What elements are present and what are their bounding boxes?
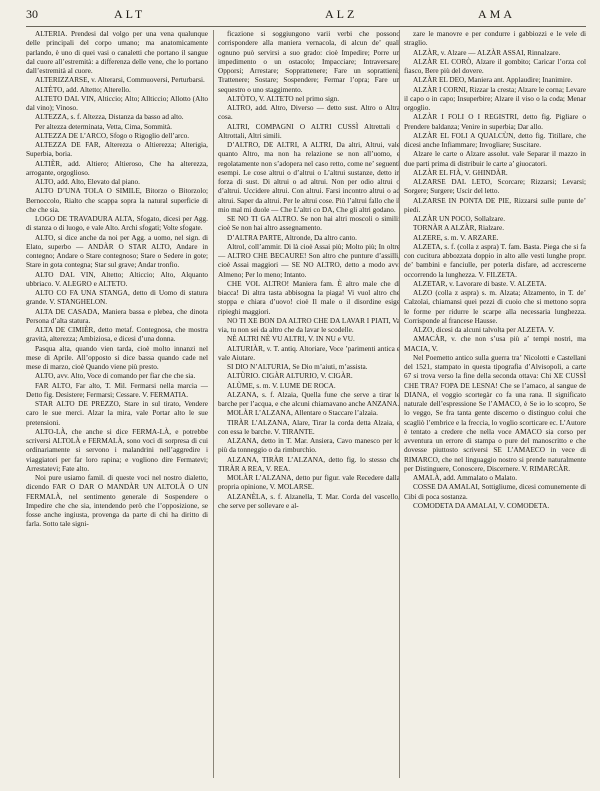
dictionary-entry: D’ALTRA PARTE, Altronde, Da altro canto. [227,233,357,242]
dictionary-entry: ficazione si soggiungono varii verbi che possono corrispondere alla maniera vernacola, di alcun de’ quali ognuno può servirsi a suo grado: cioè Impedire; Porre un impedimento o un ostacolo; Impacciare; Intraversare; Opporsi; Arrestare; Sopprattenere; Fare un soprattieni; Trattenere; Sostare; Sospendere; Fermar l’opra; Fare un sequestro o uno staggimento. [218,30,400,94]
dictionary-entry: ALZÀR EL CORÒ, Alzare il gombito; Caricar l’orza col fiasco, Bere più del dovere. [404,57,586,75]
guide-word-left: ALT [114,7,146,21]
dictionary-entry: ALTIÈR, add. Altiero; Altieroso, Che ha alterezza, arrogante, orgoglioso. [26,159,208,177]
dictionary-entry: TORNÀR A ALZÀR, Rialzare. [413,224,505,233]
dictionary-entry: COMODETA DA AMALAI, V. COMODETA. [413,501,550,510]
dictionary-entry: Noi pure usiamo famil. di queste voci nel nostro dialetto, dicendo FAR O DAR O MANDÀR UN ALTOLÀ O UN FERMALÀ, nel sentimento generale di Sospendere o Impedire che che sia, intendendo però che l’opposizione, se fosse anche ingiusta, provenga da parte di chi ha diritto di farla. Sotto tale signi- [26,474,208,529]
guide-word-right: AMA [478,7,516,21]
text-column-center [218,30,400,780]
dictionary-entry: ALZO (colla z aspra) s. m. Alzata; Alzamento, in T. de’ Calzolai, chiamansi quei pezzi di cuoio che si mettono sopra le forme per ridurre le scarpe alla necessaria lunghezza. Corrisponde al francese Hausse. [404,289,586,325]
dictionary-entry: ALTO, add. Alto, Elevato dal piano. [35,178,140,186]
dictionary-entry: ALTA DE CASADA, Maniera bassa e plebea, che dinota Persona d’alta statura. [26,307,208,325]
dictionary-entry: ALZÀR EL FIÀ, V. GHINDÀR. [413,168,508,177]
dictionary-entry: ALTETO DAL VIN, Alticcio; Alto; Allticcio; Allotto (Alto dal vino); Vinoso. [26,94,208,112]
dictionary-entry: ALZERE, s. m. V. ARZARE. [413,233,499,242]
dictionary-entry: COSSE DA AMALAI, Sottigliume, dicesi comunemente di Cibi di poca sostanza. [404,483,586,501]
dictionary-entry: ALZARSE IN PONTA DE PIE, Rizzarsi sulle punte de’ piedi. [404,196,586,214]
dictionary-entry: ALZÀR I FOLI O I REGISTRI, detto fig. Pigliare o Prendere baldanza; Venire in superbia; Dar allo. [404,113,586,131]
dictionary-entry: ALZANA, s. f. Alzaia, Quella fune che serve a tirar le barche per l’acqua, e che alcuni chiamavano anche ANZANA. [218,390,400,408]
dictionary-entry: ALTO D’UNA TOLA O SIMILE, Bitorzo o Bitorzolo; Bernoccolo, Rialto che scappa sopra la natural superficie di che che sia. [26,187,208,214]
dictionary-entry: ALTO-LÀ, che anche si dice FERMA-LÀ, e potrebbe scriversi ALTOLÀ e FERMALÀ, sono voci di sorpresa di cui ordinariamente si servono i malandrini nell’aggredire i viaggiatori per far loro rapina; e vogliono dire Fermatevi; Arrestatevi; Fate alto. [26,427,208,473]
dictionary-entry: STAR ALTO DE PREZZO, Stare in sul tirato, Vendere caro le sue merci. Alzar la mira, vale Portar alto le sue pretensioni. [26,400,208,427]
dictionary-entry: ALZÀR EL FOLI A QUALCÙN, detto fig. Titillare, che dicesi anche Infiammare; Invogliare; Suscitare. [404,131,586,149]
dictionary-entry: ALZÀR UN POCO, Sollalzare. [413,215,506,223]
text-column-right [404,30,586,780]
dictionary-entry: MOLÀR L’ALZANA, detto pur figur. vale Recedere dalla propria opinione, V. MOLARSE. [218,474,400,492]
dictionary-entry: ALTÈTO, add. Altetto; Alterello. [35,85,131,94]
dictionary-entry: zare le manovre e per condurre i gabbiozzi e le vele di straglio. [404,30,586,48]
page-number: 30 [26,7,38,21]
column-divider [399,30,400,778]
dictionary-entry: NÈ ALTRI NÈ VU ALTRI, V. IN NU e VU. [227,335,355,344]
header-rule [26,26,586,27]
dictionary-entry: ALZÀR, v. Alzare — ALZÀR ASSAI, Rinnalzare. [413,48,561,57]
dictionary-entry: AMALÀ, add. Ammalato o Malato. [413,474,518,482]
dictionary-entry: ALTERIA. Prendesi dal volgo per una vena qualunque delle principali del corpo umano; ma anatomicamente parlando, è uno di quei vasi o canaletti che portano il sangue dal cuore all’estremità: a differenza delle vene, che lo portano dall’estremità al cuore. [26,30,208,75]
dictionary-entry: ALTO, avv. Alto, Voce di comando per fiar che che sia. [35,372,196,381]
guide-word-center: ALZ [325,7,358,21]
dictionary-entry: FAR ALTO, Far alto, T. Mil. Fermarsi nella marcia — Detto fig. Desistere; Fermarsi; Cessare. V. FERMATIA. [26,381,208,399]
dictionary-entry: ALZETA, s. f. (colla z aspra) T. fam. Basta. Piega che si fa con cucitura abbozzata doppio in alto alle vesti lunghe propr. de’ bambini e fanciulle, per poterla disfare, ad accrescerne occorrendo la lunghezza. V. FILZETA. [404,242,586,279]
dictionary-entry: NO TI XE BON DA ALTRO CHE DA LAVAR I PIATI, Va via, tu non sei da altro che da lavar le scodelle. [218,316,400,334]
dictionary-entry: ALZÀR EL DEO, Maniera ant. Applaudire; Inanimire. [413,76,573,85]
dictionary-entry: ALTO, si dice anche da noi per Agg. a uomo, nel sign. di Elato, superbo — ANDÀR O STAR ALTO, Andare in contegno; Andare o Stare contegnoso; Stare o Sedere in gote; Stare in gota contegna; Star sul grave; Andar tronfio. [26,233,208,270]
dictionary-entry: Altrol, coll’ammir. Di là cioè Assai più; Molto più; In oltre — ALTRO CHE BECAURE! Son altro che punture d’assilli, cioè Assai maggiori — SE NO ALTRO, detto a modo avv. Almeno; Per lo meno; Intanto. [218,242,400,279]
dictionary-entry: CHE VOL ALTRO! Maniera fam. È altro male che di biacca! Di altra tasta abbisogna la piaga! Vi vuol altro che stoppa e chiara d’uovo! cioè Il male o il disordine esige ripieghi maggiori. [218,279,400,316]
dictionary-entry: ALZETAR, v. Lavorare di baste. V. ALZETA. [413,279,547,288]
dictionary-entry: Alzare le carte o Alzare assolut. vale Separar il mazzo in due parti prima di distribuir le carte a’ giuocatori. [404,150,586,168]
text-column-left [26,30,208,780]
dictionary-entry: ALTURIÀR, v. T. antiq. Altoriare, Voce ’parimenti antica e vale Aiutare. [218,344,400,362]
dictionary-entry: SE NO TI GA ALTRO. Se non hai altri moscoli o simili: cioè Se non hai altro assegnamento. [218,215,400,233]
dictionary-entry: ALÙME, s. m. V. LUME DE ROCA. [227,381,336,390]
dictionary-entry: MOLÀR L’ALZANA, Allentare o Staccare l’alzaia. [227,409,378,418]
dictionary-entry: ALZANA, TIRÀR L’ALZANA, detto fig. lo stesso che TIRÀR A REA, V. REA. [218,455,400,473]
dictionary-entry: ALZO, dicesi da alcuni talvolta per ALZETA. V. [413,326,555,334]
dictionary-entry: ALZÀR I CORNI, Rizzar la cresta; Alzare le corna; Levare il capo o in capo; Insuperbire; Alzare il viso o la coda; Menar orgoglio. [404,85,586,112]
dictionary-entry: Pasqua alta, quando vien tarda, cioè molto innanzi nel mese di Aprile. All’opposto si dice bassa quando cade nel mese di marzo, cioè Quando viene più presto. [26,344,208,371]
dictionary-entry: ALTEZZA, s. f. Altezza, Distanza da basso ad alto. [35,113,184,122]
dictionary-entry: Nel Poemetto antico sulla guerra tra’ Nicolotti e Castellani del 1521, stampato in questa tipografia d’Alvisopoli, a carte 67 si trova verso la fine della seconda ottava: Chi XE CUSSÌ CHE TRA? FOPA DE LESNA! Che se l’amaco, al sangue de DIANA, el voggio scortegàr co fa una rana. Il significato naturale dell’espressione Se l’AMACO, è Se io lo scopro, Se lo veggo, Se fra tanta gente discerno o distinguo colui che scagliò l’embrice e la freccia, lo voglio scorticare ec. L’Autore è tentato a credere che nella voce AMACO sia corso per avventura un errore di stampa o pure del manoscritto e che dovesse piuttosto scriversi SE L’AMAECO in vece di RIMARCO, che nel linguaggio nostro si prende naturalmente per Distinguere, Conoscere, Discernere. V. RIMARCÀR. [404,353,586,473]
dictionary-entry: LOGO DE TRAVADURA ALTA, Sfogato, dicesi per Agg. di stanza o di luogo, e vale Alto. Archi sfogati; Volte sfogate. [26,215,208,233]
dictionary-entry: ALZANA, detto in T. Mar. Ansiera, Cavo manesco per lo più da tonneggio o da rimburchio. [218,437,400,455]
dictionary-entry: D’ALTRO, DE ALTRI, A ALTRI, Da altri, Altrui, vale quanto Altro, ma non ha relazione se non all’uomo, e regolatamente non s’adopera nel caso retto, come ne’ seguenti esempi. Le cose altrui o d’altrui o L’altrui sustanze, detto in forza di sust. Di altrui o ad altrui. Non per odio altrui o d’altrui. Uccidere altrui. Con altrui. Farsi incontro altrui o ad altrui. Saper da altrui. Per le altrui cose. Più l’altrui fallo che il mio mal mi duole — Che L’altri co DA, Che gli altri godano. [218,141,400,214]
dictionary-entry: ALZARSE DAL LETO, Scorcare; Rizzarsi; Levarsi; Sorgere; Surgere; Uscir del letto. [404,178,586,196]
dictionary-entry: SI DIO N’ALTURIA, Se Dio m’aiuti, m’assista. [227,363,368,371]
dictionary-entry: AMACÀR, v. che non s’usa più a’ tempi nostri, ma MACIA, V. [404,335,586,353]
dictionary-entry: ALTEZZA DE FAR, Alterezza o Altierezza; Alterigia, Superbia, boria. [26,141,208,159]
dictionary-entry: ALTÙRIO. CIGÀR ALTURIO, V. CIGÀR. [227,372,353,381]
column-divider [213,30,214,778]
dictionary-entry: Per altezza determinata, Vetta, Cima, Sommità. [35,122,172,131]
dictionary-entry: ALZANÈLA, s. f. Alzanella, T. Mar. Corda del vascello, che serve per sollevare e al- [218,492,400,510]
dictionary-entry: ALTO CO FA UNA STANGA, detto di Uomo di statura grande. V. STANGHELON. [26,289,208,307]
dictionary-entry: TIRÀR L’ALZANA, Alare, Tirar la corda detta Alzaia, e con essa le barche. V. TIRANTE. [218,418,400,436]
dictionary-entry: ALTERIZZARSE, v. Alterarsi, Commuoversi, Perturbarsi. [35,76,205,85]
dictionary-entry: ALTRI, COMPAGNI O ALTRI CUSSÌ Altrettali o Altrottali, Altri simili. [218,122,400,140]
running-header [26,7,584,23]
dictionary-entry: ALTÒTO, V. ALTETO nel primo sign. [227,94,340,103]
dictionary-entry: ALTRO, add. Altro, Diverso — detto sust. Altro o Altra cosa. [218,104,400,122]
dictionary-entry: ALTO DAL VIN, Altetto; Alticcio; Alto, Alquanto ubbriaco. V. ALEGRO e ALTETO. [26,270,208,288]
dictionary-entry: ALTEZZA DE L’ARCO, Sfogo o Rigoglio dell’arco. [35,131,190,140]
dictionary-entry: ALTA DE CIMIÈR, detto metaf. Contegnosa, che mostra gravità, alterezza; Ambiziosa, e dicesi d’una donna. [26,326,208,344]
